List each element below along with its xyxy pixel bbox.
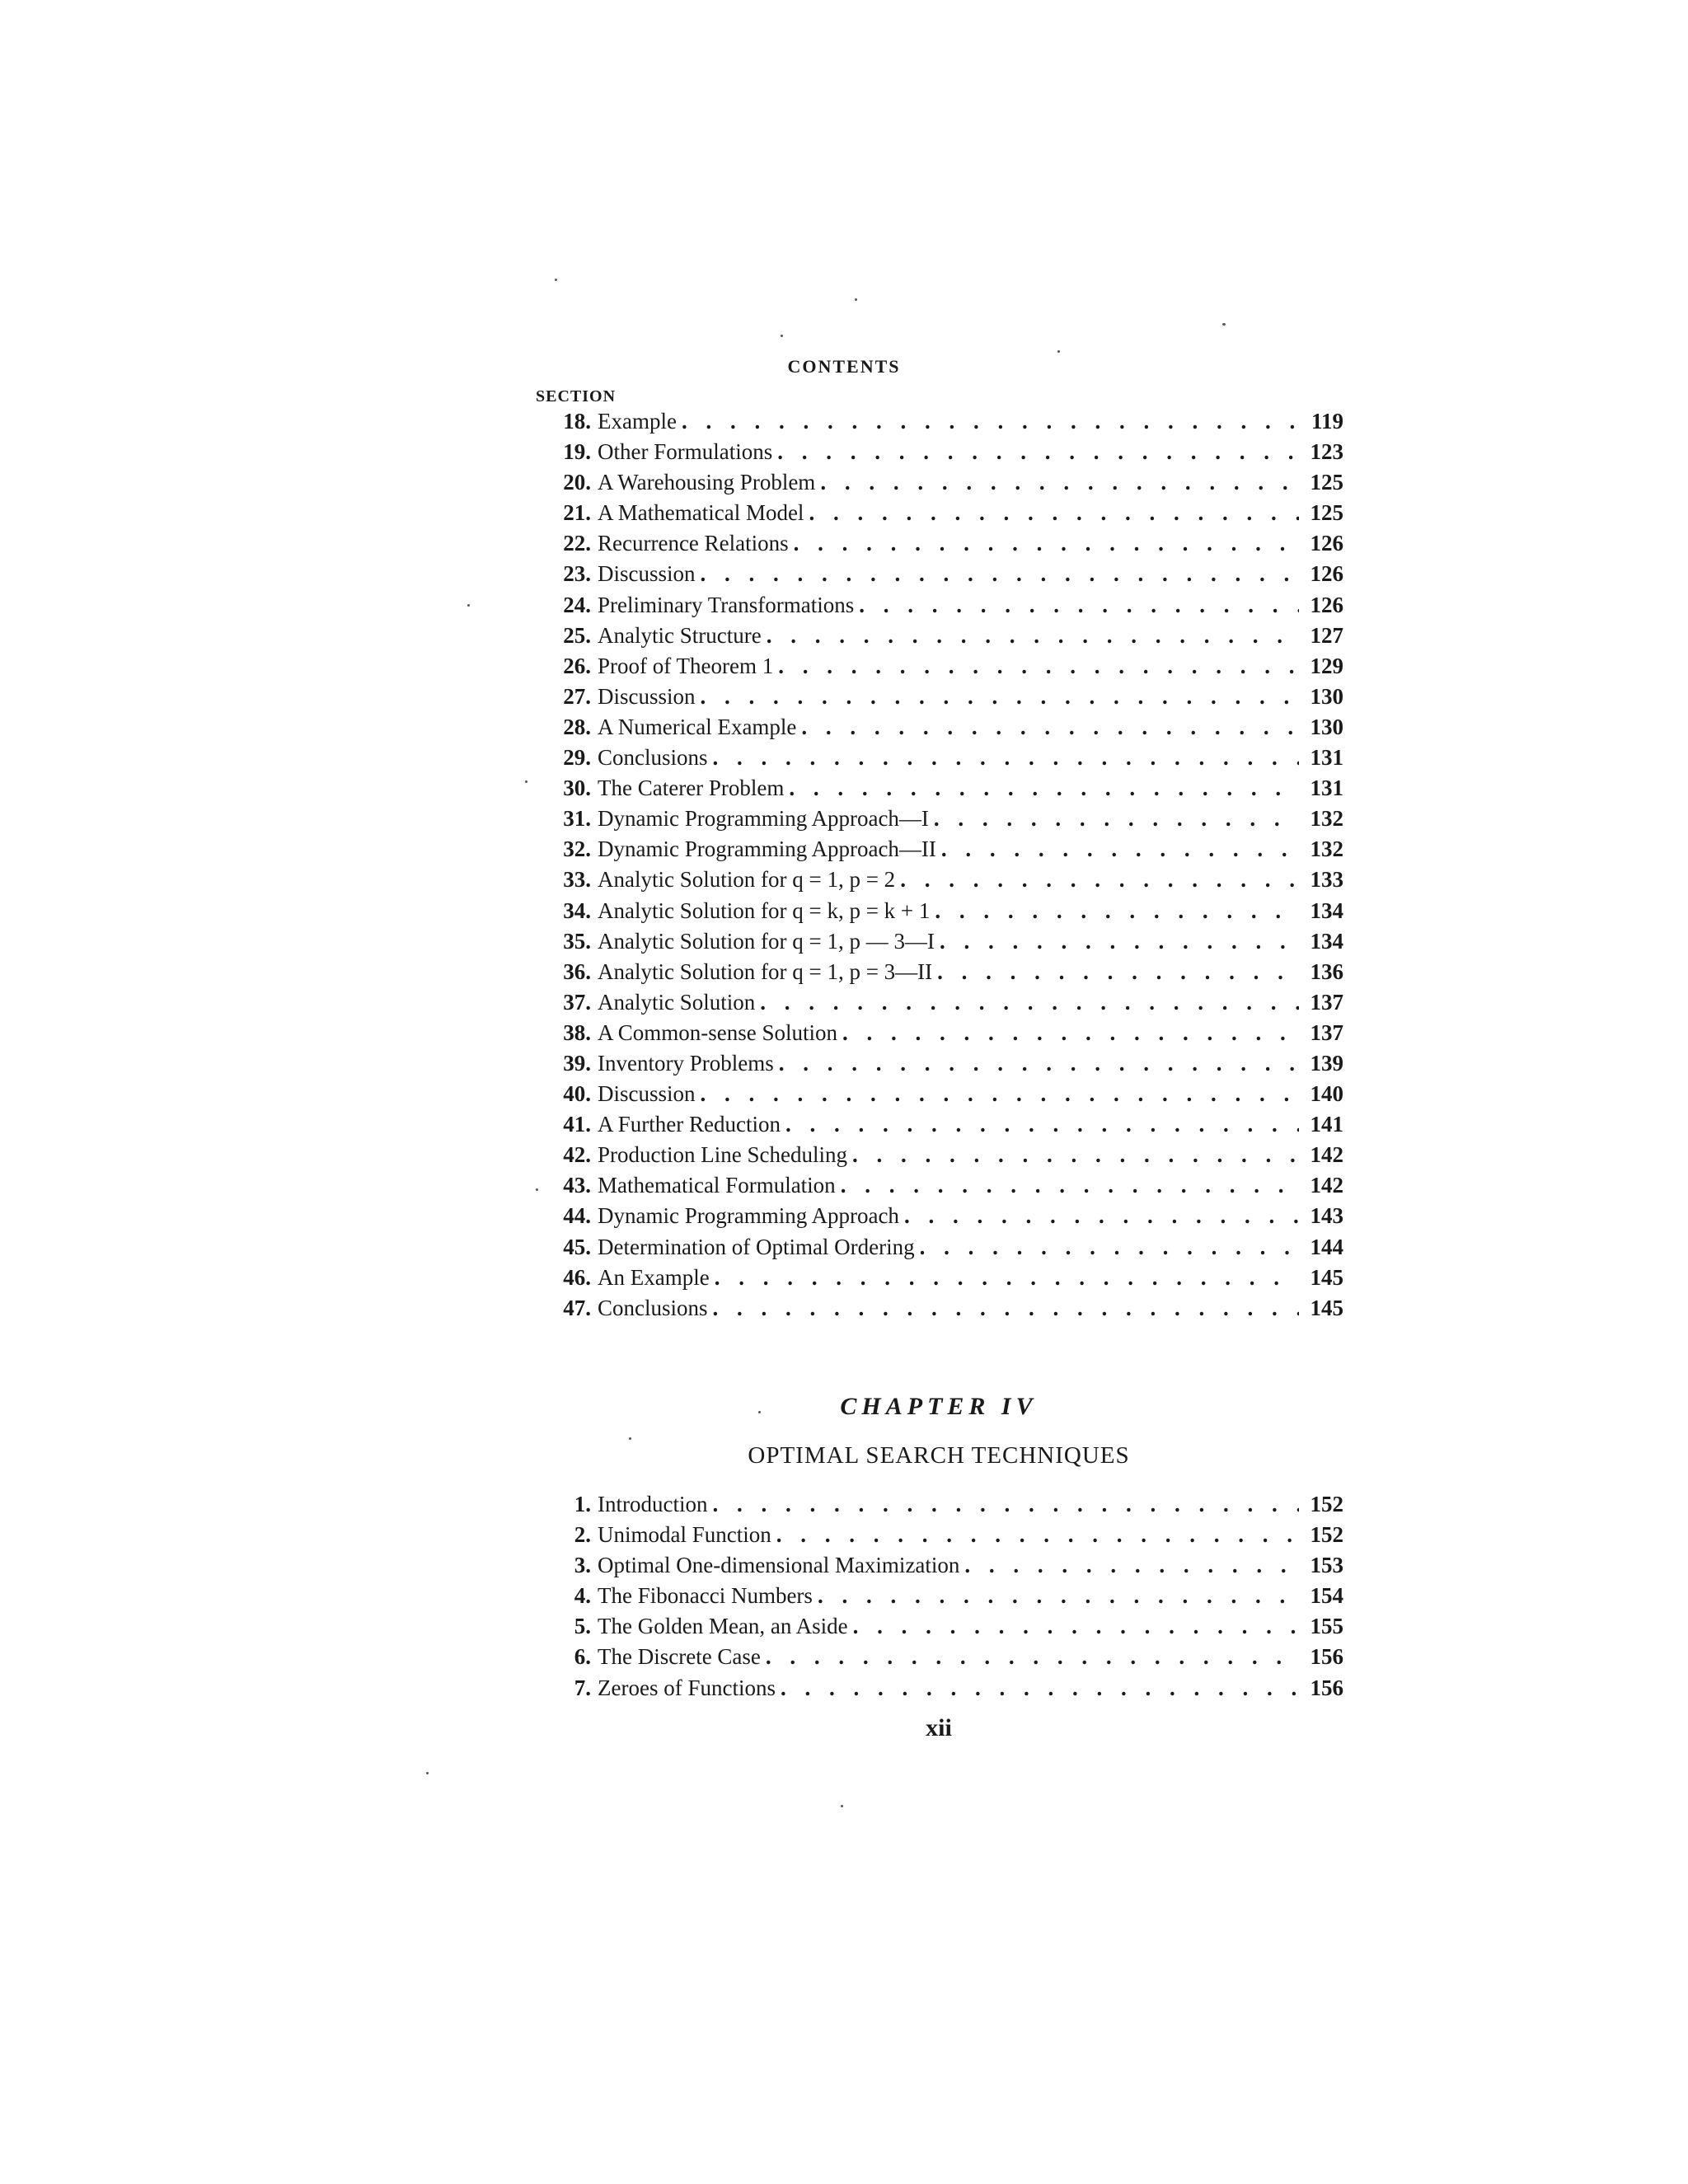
toc-entry-page: 134 [1310,898,1343,923]
toc-entry-title: Analytic Solution [598,989,756,1015]
toc-entry [540,745,1343,776]
toc-entry-number: 37. [563,989,591,1015]
scan-speck [555,279,557,281]
toc-entry [540,684,1343,715]
toc-entry-number: 44. [563,1203,591,1229]
dot-leader [778,654,1299,679]
toc-entry [540,776,1343,806]
dot-leader [842,1020,1299,1046]
toc-entry-page: 133 [1310,867,1343,893]
dot-leader [767,623,1299,649]
toc-entry-title: Recurrence Relations [598,531,789,556]
toc-entry-title: Analytic Solution for q = k, p = k + 1 [598,898,931,923]
toc-entry-number: 43. [563,1173,591,1198]
toc-entry [540,1020,1343,1051]
toc-entry [540,1675,1343,1706]
scan-speck [1222,323,1226,326]
dot-leader [794,531,1299,556]
toc-entry [540,867,1343,898]
toc-entry-number: 24. [563,592,591,617]
toc-entry-number: 22. [563,531,591,556]
scan-speck [629,1437,631,1440]
toc-entry-title: Unimodal Function [598,1522,771,1548]
toc-entry-page: 132 [1310,837,1343,862]
toc-entry-title: Analytic Solution for q = 1, p — 3—I [598,928,935,954]
toc-entry-page: 129 [1310,653,1343,678]
dot-leader [682,409,1299,434]
toc-entry [540,623,1343,654]
toc-entry-number: 25. [563,622,591,648]
toc-entry-number: 19. [563,439,591,465]
chapter-label: CHAPTER IV [840,1393,1038,1420]
toc-entry-title: Mathematical Formulation [598,1173,836,1198]
toc-entry-page: 144 [1310,1234,1343,1259]
toc-entry-title: The Discrete Case [598,1644,761,1670]
scan-speck [525,780,528,783]
dot-leader [820,470,1299,495]
toc-entry-page: 131 [1310,745,1343,771]
toc-entry-title: Dynamic Programming Approach—I [598,806,929,832]
toc-entry-page: 156 [1310,1644,1343,1670]
dot-leader [859,593,1299,618]
toc-entry-title: Analytic Solution for q = 1, p = 3—II [598,958,933,984]
toc-entry [540,1173,1343,1203]
toc-entry-number: 39. [563,1050,591,1076]
toc-entry-number: 35. [563,928,591,954]
toc-entry-title: Introduction [598,1492,708,1516]
toc-entry-page: 123 [1310,439,1343,465]
chapter-title: OPTIMAL SEARCH TECHNIQUES [748,1442,1130,1469]
toc-entry-page: 130 [1310,683,1343,709]
toc-entry [540,990,1343,1020]
page-number: xii [926,1714,952,1741]
dot-leader [785,1112,1299,1137]
toc-entry [540,1081,1343,1112]
toc-entry-number: 41. [563,1112,591,1137]
dot-leader [809,500,1299,526]
toc-entry [540,1142,1343,1173]
dot-leader [853,1614,1299,1639]
toc-entry-page: 152 [1310,1492,1343,1516]
toc-entry-page: 132 [1310,806,1343,832]
toc-entry-number: 46. [563,1264,591,1290]
toc-entry-page: 156 [1310,1675,1343,1700]
toc-entry [540,1553,1343,1583]
toc-entry-page: 127 [1310,622,1343,648]
toc-entry-number: 42. [563,1142,591,1168]
toc-entry-page: 136 [1310,958,1343,984]
toc-entry [540,531,1343,561]
toc-entry-number: 45. [563,1234,591,1259]
toc-entry-number: 3. [574,1553,591,1578]
toc-entry [540,959,1343,990]
toc-entry-title: A Mathematical Model [598,500,804,526]
toc-entry-page: 134 [1310,928,1343,954]
dot-leader [777,439,1299,465]
dot-leader [779,1051,1299,1076]
dot-leader [920,1235,1299,1260]
toc-entry-number: 20. [563,470,591,495]
toc-entry [540,470,1343,500]
toc-entry-page: 125 [1310,470,1343,495]
toc-entry-number: 7. [574,1675,591,1700]
scan-speck [426,1772,429,1774]
toc-entry [540,1522,1343,1553]
toc-entry-page: 142 [1310,1173,1343,1198]
toc-entry [540,1265,1343,1296]
toc-entry [540,593,1343,623]
dot-leader [760,990,1299,1015]
dot-leader [852,1142,1299,1168]
toc-entry-number: 40. [563,1081,591,1107]
scan-speck [758,1411,761,1413]
toc-entry-page: 119 [1311,409,1343,434]
dot-leader [900,867,1299,893]
toc-entry-page: 155 [1310,1614,1343,1639]
dot-leader [713,1296,1299,1321]
toc-entry [540,561,1343,592]
toc-entry-page: 153 [1310,1553,1343,1578]
toc-entry-number: 30. [563,776,591,801]
toc-entry-page: 137 [1310,989,1343,1015]
toc-entry-number: 2. [574,1522,591,1548]
toc-entry [540,1614,1343,1644]
running-head: CONTENTS [787,356,901,377]
toc-entry-title: Analytic Solution for q = 1, p = 2 [598,867,896,893]
dot-leader [701,684,1299,710]
toc-entry [540,1203,1343,1234]
toc-entry-title: The Golden Mean, an Aside [598,1614,848,1639]
toc-entry [540,1235,1343,1265]
dot-leader [789,776,1299,801]
toc-entry-title: Proof of Theorem 1 [598,653,774,678]
toc-entry [540,1644,1343,1675]
toc-entry-page: 126 [1310,531,1343,556]
toc-entry-title: Zeroes of Functions [598,1675,776,1700]
toc-entry-page: 137 [1310,1019,1343,1045]
toc-entry [540,1492,1343,1522]
scan-speck [841,1805,843,1807]
toc-entry-title: The Caterer Problem [598,776,785,801]
dot-leader [701,1081,1299,1107]
dot-leader [940,929,1299,954]
toc-entry-title: A Further Reduction [598,1112,781,1137]
toc-entry-page: 125 [1310,500,1343,526]
toc-entry [540,1583,1343,1614]
toc-entry [540,837,1343,867]
dot-leader [818,1583,1299,1609]
dot-leader [934,806,1299,832]
dot-leader [937,959,1299,985]
toc-entry-page: 131 [1310,776,1343,801]
section-label: SECTION [536,387,617,405]
toc-entry [540,898,1343,929]
toc-entry-page: 126 [1310,592,1343,617]
toc-entry-number: 33. [563,867,591,893]
toc-entry-number: 31. [563,806,591,832]
toc-entry [540,1112,1343,1142]
toc-entry-title: Optimal One-dimensional Maximization [598,1553,960,1578]
toc-entry-number: 21. [563,500,591,526]
toc-entry-title: Determination of Optimal Ordering [598,1234,915,1259]
toc-entry [540,439,1343,470]
toc-entry [540,1296,1343,1326]
dot-leader [766,1644,1299,1670]
toc-entry-title: Dynamic Programming Approach—II [598,837,936,862]
toc-entry-number: 32. [563,837,591,862]
toc-entry [540,654,1343,684]
toc-entry-title: Example [598,409,677,434]
toc-entry-number: 47. [563,1295,591,1320]
dot-leader [841,1173,1299,1198]
dot-leader [713,745,1299,771]
toc-entry [540,409,1343,439]
toc-entry-number: 29. [563,745,591,771]
toc-entry-page: 141 [1310,1112,1343,1137]
scan-speck [467,604,470,607]
toc-entry-title: An Example [598,1264,710,1290]
toc-entry-title: Inventory Problems [598,1050,774,1076]
dot-leader [715,1265,1299,1291]
scan-speck [855,298,857,301]
toc-entry-number: 28. [563,714,591,739]
toc-entry [540,929,1343,959]
dot-leader [904,1203,1299,1229]
toc-entry-title: Discussion [598,1081,696,1107]
toc-entry-number: 6. [574,1644,591,1670]
toc-entry-number: 38. [563,1019,591,1045]
toc-entry-number: 36. [563,958,591,984]
dot-leader [776,1522,1299,1548]
scan-speck [781,335,783,337]
toc-entry-page: 139 [1310,1050,1343,1076]
toc-entry-title: Dynamic Programming Approach [598,1203,899,1229]
toc-entry-page: 130 [1310,714,1343,739]
toc-entry-title: Other Formulations [598,439,773,465]
toc-entry [540,1051,1343,1081]
scan-speck [536,1188,538,1191]
toc-entry-title: Discussion [598,683,696,709]
toc-part1 [540,409,1343,1326]
toc-entry-page: 154 [1310,1583,1343,1609]
toc-entry-title: Conclusions [598,745,708,771]
toc-entry-number: 26. [563,653,591,678]
dot-leader [935,898,1299,924]
toc-entry-page: 145 [1310,1264,1343,1290]
toc-entry [540,500,1343,531]
toc-entry-number: 1. [574,1492,591,1516]
toc-entry-title: Analytic Structure [598,622,762,648]
toc-entry-title: Discussion [598,561,696,587]
toc-entry-number: 18. [563,409,591,434]
toc-entry-number: 27. [563,683,591,709]
dot-leader [801,715,1299,740]
toc-entry-title: Production Line Scheduling [598,1142,847,1168]
toc-entry-page: 142 [1310,1142,1343,1168]
toc-entry-title: Preliminary Transformations [598,592,855,617]
toc-entry-page: 152 [1310,1522,1343,1548]
toc-entry-number: 5. [574,1614,591,1639]
toc-entry-title: The Fibonacci Numbers [598,1583,813,1609]
toc-entry-number: 34. [563,898,591,923]
toc-entry [540,715,1343,745]
toc-entry-page: 143 [1310,1203,1343,1229]
toc-entry-title: Conclusions [598,1295,708,1320]
toc-entry-page: 126 [1310,561,1343,587]
toc-entry-title: A Common-sense Solution [598,1019,838,1045]
dot-leader [712,1492,1299,1517]
toc-entry [540,806,1343,837]
dot-leader [941,837,1299,862]
dot-leader [781,1675,1299,1701]
dot-leader [964,1553,1299,1578]
toc-entry-title: A Warehousing Problem [598,470,816,495]
scan-speck [1057,350,1060,353]
toc-entry-number: 23. [563,561,591,587]
dot-leader [701,561,1299,587]
toc-entry-title: A Numerical Example [598,714,797,739]
toc-entry-page: 140 [1310,1081,1343,1107]
toc-part2 [540,1492,1343,1706]
toc-entry-page: 145 [1310,1295,1343,1320]
toc-entry-number: 4. [574,1583,591,1609]
